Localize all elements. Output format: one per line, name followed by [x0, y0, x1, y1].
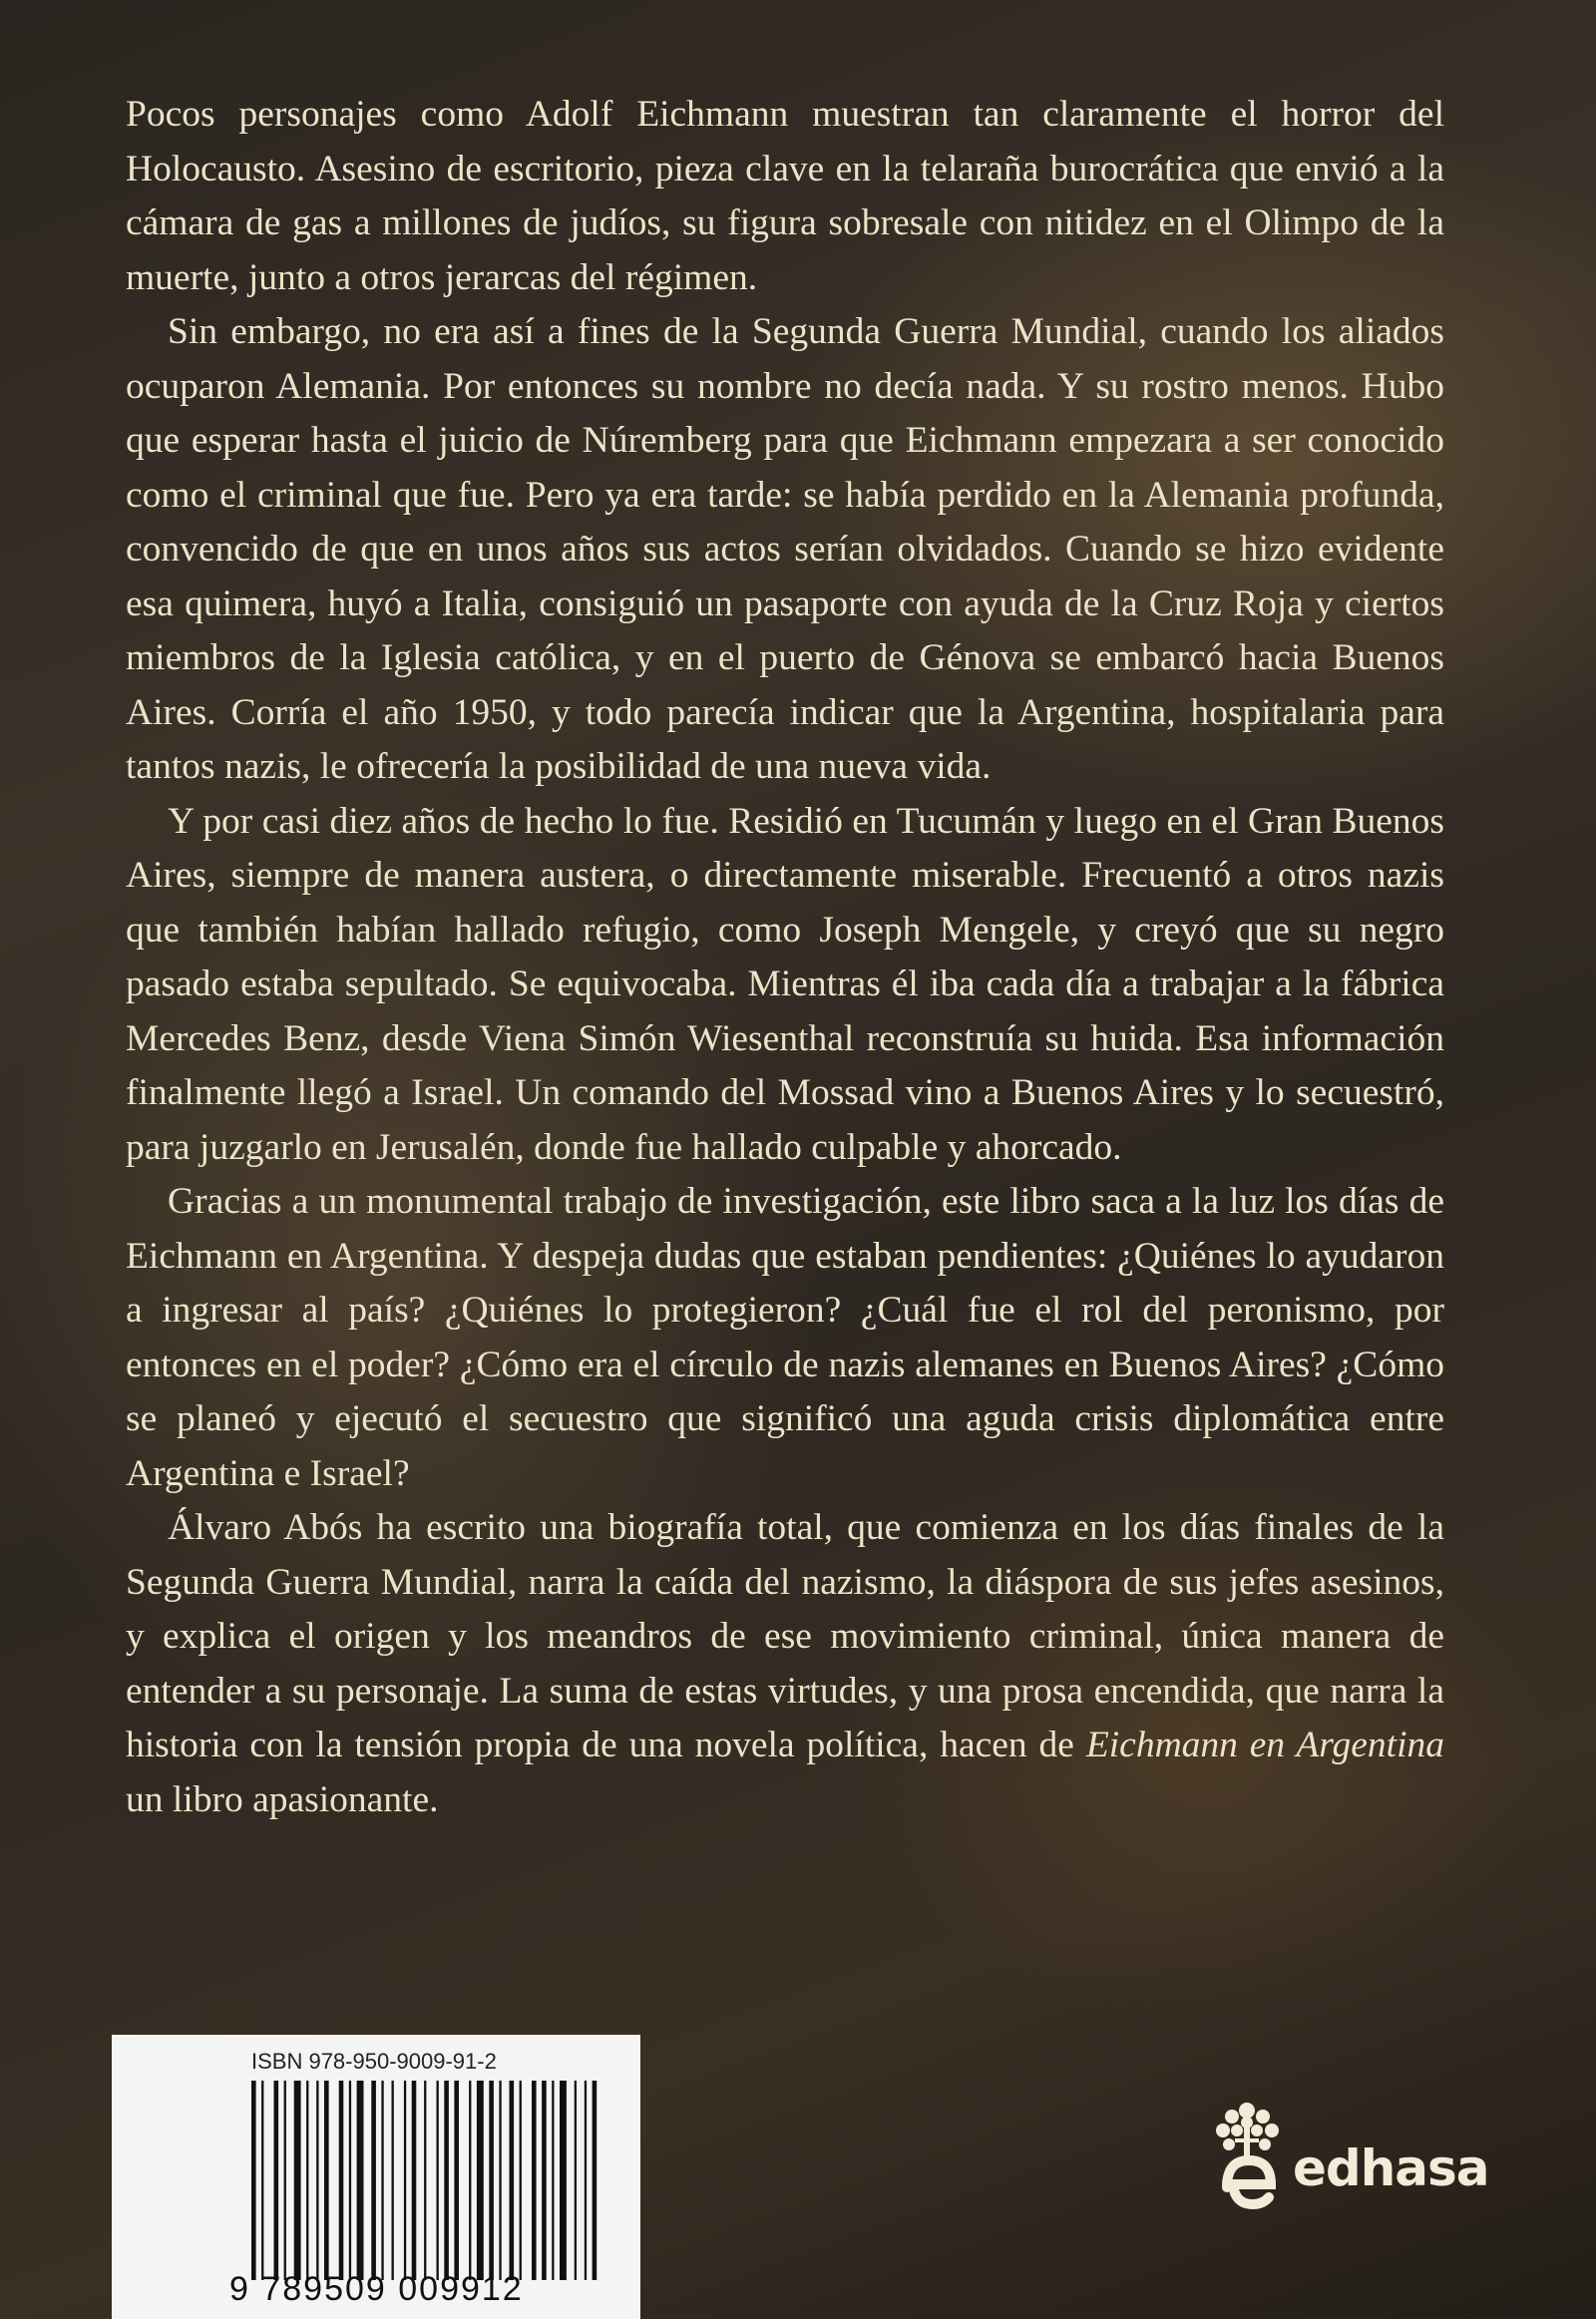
paragraph-5-start: Álvaro Abós ha escrito una biografía total, que comienza en los días finales de la Segunda Guerra Mundial, narra la caída del nazismo, la diáspora de sus jefes asesinos, y explica el origen y los meandros de ese movimiento criminal, única manera de entender a su personaje. La suma de estas virtudes, y una prosa encendida, que narra la historia con la tensión propia de una novela política, hacen de — [126, 1507, 1444, 1765]
book-title: Eichmann en Argentina — [1085, 1725, 1444, 1765]
isbn-number: ISBN 978-950-9009-91-2 — [251, 2049, 497, 2074]
barcode-bars — [251, 2081, 610, 2280]
barcode-digits: 9 789509 009912 — [229, 2270, 524, 2308]
publisher-name: edhasa — [1293, 2139, 1489, 2197]
paragraph-1: Pocos personajes como Adolf Eichmann muestran tan claramente el horror del Holocausto. Asesino de escritorio, pieza clave en la telaraña burocrática que envió a la cámara de gas a millones de judíos, su figura sobresale con nitidez en el Olimpo de la muerte, junto a otros jerarcas del régimen. — [126, 94, 1444, 298]
barcode-label — [112, 2035, 640, 2319]
paragraph-2: Sin embargo, no era así a fines de la Segunda Guerra Mundial, cuando los aliados ocuparon Alemania. Por entonces su nombre no decía nada. Y su rostro menos. Hubo que esperar hasta el juicio de Núremberg para que Eichmann empezara a ser conocido como el criminal que fue. Pero ya era tarde: se había perdido en la Alemania profunda, convencido de que en unos años sus actos serían olvidados. Cuando se hizo evidente esa quimera, huyó a Italia, consiguió un pasaporte con ayuda de la Cruz Roja y ciertos miembros de la Iglesia católica, y en el puerto de Génova se embarcó hacia Buenos Aires. Corría el año 1950, y todo parecía indicar que la Argentina, hospitalaria para tantos nazis, le ofrecería la posibilidad de una nueva vida. — [126, 311, 1444, 787]
paragraph-4: Gracias a un monumental trabajo de investigación, este libro saca a la luz los días de Eichmann en Argentina. Y despeja dudas que estaban pendientes: ¿Quiénes lo ayudaron a ingresar al país? ¿Quiénes lo protegieron? ¿Cuál fue el rol del peronismo, por entonces en el poder? ¿Cómo era el círculo de nazis alemanes en Buenos Aires? ¿Cómo se planeó y ejecutó el secuestro que significó una aguda crisis diplomática entre Argentina e Israel? — [126, 1181, 1444, 1494]
paragraph-3: Y por casi diez años de hecho lo fue. Residió en Tucumán y luego en el Gran Buenos Aires, siempre de manera austera, o directamente miserable. Frecuentó a otros nazis que también habían hallado refugio, como Joseph Mengele, y creyó que su negro pasado estaba sepultado. Se equivocaba. Mientras él iba cada día a trabajar a la fábrica Mercedes Benz, desde Viena Simón Wiesenthal reconstruía su huida. Esa información finalmente llegó a Israel. Un comando del Mossad vino a Buenos Aires y lo secuestró, para juzgarlo en Jerusalén, donde fue hallado culpable y ahorcado. — [126, 800, 1444, 1168]
synopsis-text — [126, 88, 1444, 1827]
paragraph-5-end: un libro apasionante. — [126, 1778, 439, 1820]
paragraph-5 — [126, 1501, 1444, 1827]
